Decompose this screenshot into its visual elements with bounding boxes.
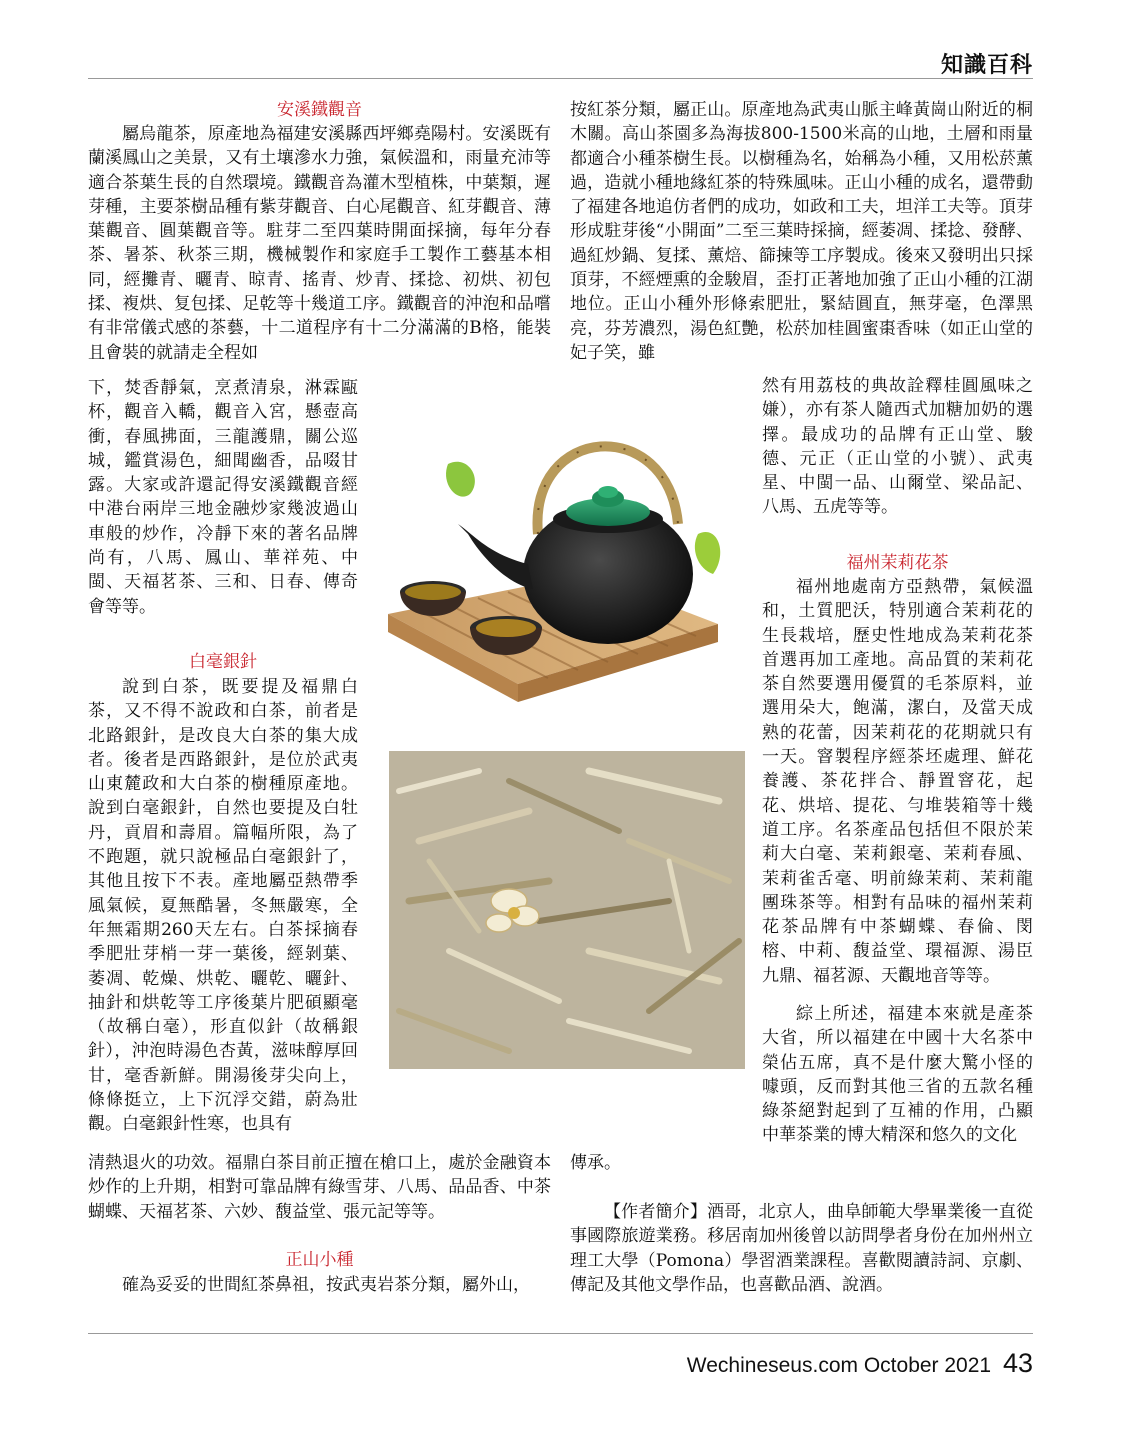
paragraph-jasmine-1: 福州地處南方亞熱帶，氣候溫和，土質肥沃，特別適合茉莉花的生長栽培，歷史性地成為茉莉花茶首選再加工產地。高品質的茉莉花茶自然要選用優質的毛茶原料，並選用朵大，飽滿，潔白，及當天成熟的花蕾，因茉莉花的花期就只有一天。窨製程序經茶坯處理、鮮花養護、茶花拌合、靜置窨花，起花、烘培、提花、勻堆裝箱等十幾道工序。名茶產品包括但不限於茉莉大白毫、茉莉銀毫、茉莉春風、茉莉雀舌毫、明前綠茉莉、茉莉龍團珠茶等。相對有品味的福州茉莉花茶品牌有中茶蝴蝶、春倫、閔榕、中莉、馥益堂、環福源、湯臣九鼎、福茗源、天觀地音等等。 bbox=[762, 577, 1033, 986]
author-bio: 【作者簡介】酒哥，北京人，曲阜師範大學畢業後一直從事國際旅遊業務。移居南加州後曾以訪問學者身份在加州州立理工大學（Pomona）學習酒業課程。喜歡閱讀詩詞、京劇、傳記及其他文學作品，也喜歡品酒、說酒。 bbox=[570, 1202, 1033, 1295]
paragraph-jasmine-2: 綜上所述，福建本來就是產茶大省，所以福建在中國十大名茶中榮佔五席，真不是什麼大驚小怪的噱頭，反而對其他三省的五款名種綠茶絕對起到了互補的作用，凸顯中華茶業的博大精深和悠久的文化 bbox=[762, 1004, 1033, 1146]
teapot-image bbox=[378, 384, 756, 724]
heading-jasmine: 福州茉莉花茶 bbox=[846, 553, 949, 573]
silver-needle-tea-image bbox=[389, 751, 745, 1069]
paragraph-tieguanyin-1: 屬烏龍茶，原產地為福建安溪縣西坪鄉堯陽村。安溪既有蘭溪鳳山之美景，又有土壤滲水力強，氣候溫和，雨量充沛等適合茶葉生長的自然環境。鐵觀音為灌木型植株，中葉類，遲芽種，主要茶樹品種有紫芽觀音、白心尾觀音、紅芽觀音、薄葉觀音、圓葉觀音等。駐芽二至四葉時開面採摘，每年分春茶、暑茶、秋茶三期，機械製作和家庭手工製作工藝基本相同，經攤青、曬青、晾青、搖青、炒青、揉捻、初烘、初包揉、複烘、复包揉、足乾等十幾道工序。鐵觀音的沖泡和品嚐有非常儀式感的茶藝，十二道程序有十二分滿滿的B格，能裝且會裝的就請走全程如 bbox=[88, 124, 551, 363]
paragraph-silver-needle-1: 說到白茶，既要提及福鼎白茶，又不得不說政和白茶，前者是北路銀針，是改良大白茶的集大成者。後者是西路銀針，是位於武夷山東麓政和大白茶的樹種原產地。說到白毫銀針，自然也要提及白牡丹，貢眉和壽眉。篇幅所限，為了不跑題，就只說極品白毫銀針了，其他且按下不表。產地屬亞熱帶季風氣候，夏無酷暑，冬無嚴寒，全年無霜期260天左右。白茶採摘春季肥壯芽梢一芽一葉後，經剝葉、萎凋、乾燥、烘乾、曬乾、曬針、抽針和烘乾等工序後葉片肥碩顯毫（故稱白毫），形直似針（故稱銀針），沖泡時湯色杏黃，滋味醇厚回甘，毫香新鮮。開湯後芽尖向上，條條挺立，上下沉浮交錯，蔚為壯觀。白毫銀針性寒，也具有 bbox=[88, 677, 358, 1135]
section-title: 知識百科 bbox=[940, 52, 1033, 78]
footer-issue: October 2021 bbox=[863, 1354, 992, 1377]
paragraph-silver-needle-2: 清熱退火的功效。福鼎白茶目前正擅在槍口上，處於金融資本炒作的上升期，相對可靠品牌有綠雪芽、八馬、品品香、中茶蝴蝶、天福茗茶、六妙、馥益堂、張元記等等。 bbox=[88, 1153, 551, 1222]
page-number: 43 bbox=[1002, 1348, 1033, 1378]
footer-site: Wechineseus.com bbox=[686, 1354, 858, 1377]
paragraph-lapsang-3: 然有用荔枝的典故詮釋桂圓風味之嫌），亦有茶人隨西式加糖加奶的選擇。最成功的品牌有正山堂、駿德、元正（正山堂的小號）、武夷星、中閩一品、山爾堂、梁品記、八馬、五虎等等。 bbox=[762, 376, 1033, 518]
header-divider bbox=[88, 78, 1033, 79]
paragraph-lapsang-2: 按紅茶分類，屬正山。原產地為武夷山脈主峰黃崗山附近的桐木關。高山茶園多為海拔800-1500米高的山地，土層和雨量都適合小種茶樹生長。以樹種為名，始稱為小種，又用松菸薰過，造就小種地緣紅茶的特殊風味。正山小種的成名，還帶動了福建各地追仿者們的成功，如政和工夫，坦洋工夫等。頂芽形成駐芽後“小開面”二至三葉時採摘，經萎凋、揉捻、發酵、過紅炒鍋、复揉、薰焙、篩揀等工序製成。後來又發明出只採頂芽，不經煙熏的金駿眉，歪打正著地加強了正山小種的江湖地位。正山小種外形條索肥壯，緊結圓直，無芽毫，色澤黑亮，芬芳濃烈，湯色紅艷，松菸加桂圓蜜棗香味（如正山堂的妃子笑，雖 bbox=[570, 100, 1033, 363]
paragraph-jasmine-3: 傳承。 bbox=[570, 1153, 621, 1173]
heading-lapsang: 正山小種 bbox=[285, 1250, 354, 1270]
footer bbox=[687, 1348, 1033, 1379]
paragraph-lapsang-1: 確為妥妥的世間紅茶鼻祖，按武夷岩茶分類，屬外山， bbox=[122, 1275, 530, 1295]
heading-silver-needle: 白毫銀針 bbox=[189, 652, 257, 672]
paragraph-tieguanyin-2: 下，焚香靜氣，烹煮清泉，淋霖甌杯，觀音入轎，觀音入宮，懸壺高衝，春風拂面，三龍護鼎，關公巡城，鑑賞湯色，細聞幽香，品啜甘露。大家或許還記得安溪鐵觀音經中港台兩岸三地金融炒家幾波過山車般的炒作，冷靜下來的著名品牌尚有，八馬、鳳山、華祥苑、中閩、天福茗茶、三和、日春、傳奇會等等。 bbox=[88, 378, 358, 617]
footer-divider bbox=[88, 1333, 1033, 1334]
heading-tieguanyin: 安溪鐵觀音 bbox=[277, 100, 362, 120]
